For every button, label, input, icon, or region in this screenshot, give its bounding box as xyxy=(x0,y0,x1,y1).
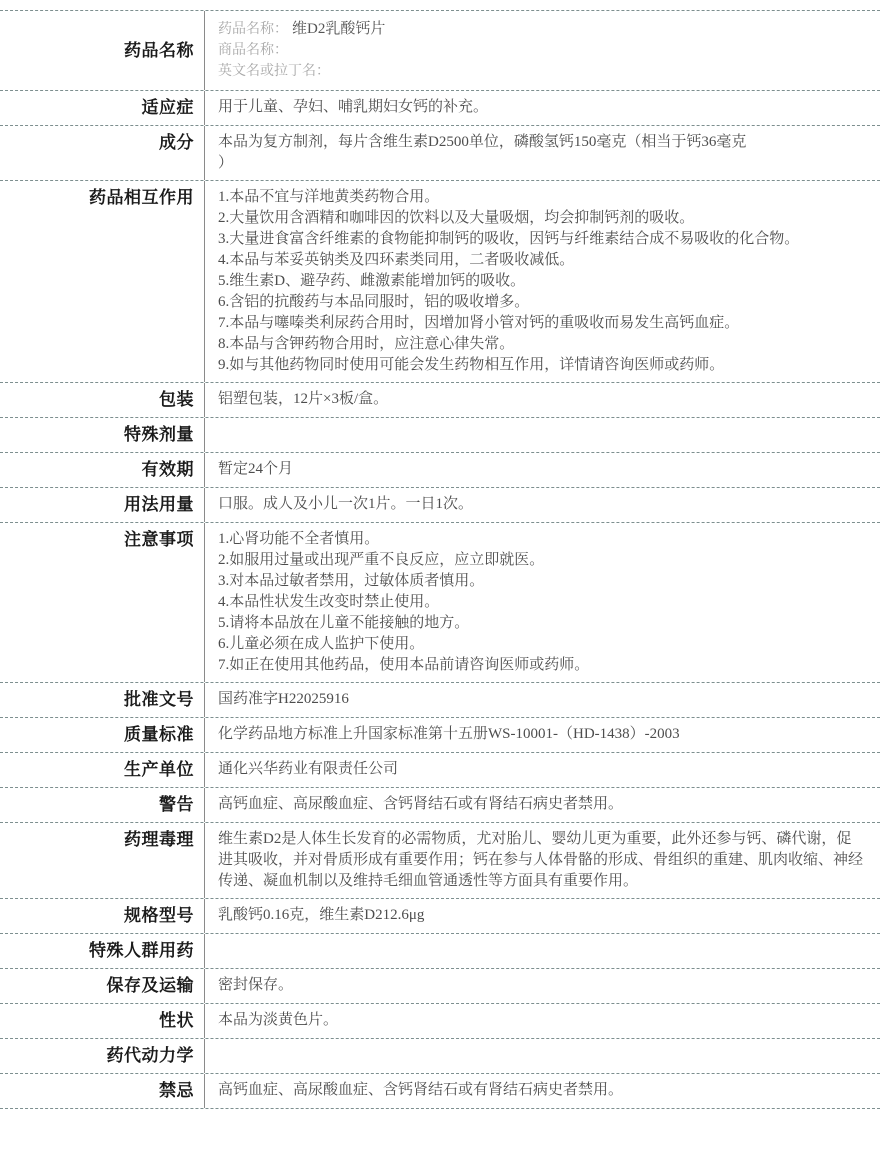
row-content xyxy=(205,418,880,452)
table-row xyxy=(0,1039,880,1074)
content-line xyxy=(218,61,864,82)
row-label: 警告 xyxy=(0,788,205,822)
row-label: 批准文号 xyxy=(0,683,205,717)
row-content xyxy=(205,899,880,933)
row-content xyxy=(205,683,880,717)
row-label: 成分 xyxy=(0,126,205,180)
content-line: 国药准字H22025916 xyxy=(218,691,349,707)
table-row xyxy=(0,753,880,788)
content-line: 2.如服用过量或出现严重不良反应，应立即就医。 xyxy=(218,552,545,568)
row-content xyxy=(205,383,880,417)
content-line: 3.大量进食富含纤维素的食物能抑制钙的吸收，因钙与纤维素结合成不易吸收的化合物。 xyxy=(218,231,800,247)
row-label: 特殊人群用药 xyxy=(0,934,205,968)
row-content xyxy=(205,1074,880,1108)
table-row xyxy=(0,126,880,181)
content-line: 4.本品与苯妥英钠类及四环素类同用，二者吸收减低。 xyxy=(218,252,575,268)
content-line: 乳酸钙0.16克，维生素D212.6μg xyxy=(218,907,425,923)
table-row xyxy=(0,11,880,91)
table-row xyxy=(0,969,880,1004)
row-label: 药品相互作用 xyxy=(0,181,205,382)
table-row xyxy=(0,523,880,683)
row-content xyxy=(205,126,880,180)
row-label: 有效期 xyxy=(0,453,205,487)
table-row xyxy=(0,453,880,488)
row-content xyxy=(205,488,880,522)
table-row xyxy=(0,1074,880,1109)
content-line: 2.大量饮用含酒精和咖啡因的饮料以及大量吸烟，均会抑制钙剂的吸收。 xyxy=(218,210,695,226)
table-row xyxy=(0,934,880,969)
content-line: 1.心肾功能不全者慎用。 xyxy=(218,531,380,547)
content-line: 9.如与其他药物同时使用可能会发生药物相互作用，详情请咨询医师或药师。 xyxy=(218,357,725,373)
drug-info-table xyxy=(0,10,880,1109)
row-content xyxy=(205,969,880,1003)
content-line: 5.维生素D、避孕药、雌激素能增加钙的吸收。 xyxy=(218,273,526,289)
content-line xyxy=(218,19,864,40)
field-value: 维D2乳酸钙片 xyxy=(292,21,386,37)
table-row xyxy=(0,418,880,453)
row-content xyxy=(205,1039,880,1073)
row-content xyxy=(205,453,880,487)
table-row xyxy=(0,488,880,523)
content-line: 5.请将本品放在儿童不能接触的地方。 xyxy=(218,615,470,631)
content-line: 高钙血症、高尿酸血症、含钙肾结石或有肾结石病史者禁用。 xyxy=(218,796,624,812)
row-label: 禁忌 xyxy=(0,1074,205,1108)
table-row xyxy=(0,899,880,934)
table-row xyxy=(0,383,880,418)
row-content xyxy=(205,11,880,90)
field-key: 商品名称： xyxy=(218,43,288,58)
content-line: 3.对本品过敏者禁用，过敏体质者慎用。 xyxy=(218,573,485,589)
content-line: 铝塑包装，12片×3板/盒。 xyxy=(218,391,389,407)
row-content xyxy=(205,753,880,787)
content-line: 口服。成人及小儿一次1片。一日1次。 xyxy=(218,496,474,512)
row-label: 适应症 xyxy=(0,91,205,125)
table-row xyxy=(0,823,880,899)
content-line: 通化兴华药业有限责任公司 xyxy=(218,761,399,777)
content-line: 6.含铝的抗酸药与本品同服时，铝的吸收增多。 xyxy=(218,294,530,310)
row-label: 用法用量 xyxy=(0,488,205,522)
content-line: 6.儿童必须在成人监护下使用。 xyxy=(218,636,425,652)
content-line: 7.如正在使用其他药品，使用本品前请咨询医师或药师。 xyxy=(218,657,590,673)
row-label: 质量标准 xyxy=(0,718,205,752)
content-line: 用于儿童、孕妇、哺乳期妇女钙的补充。 xyxy=(218,99,489,115)
row-label: 注意事项 xyxy=(0,523,205,682)
content-line: 本品为复方制剂，每片含维生素D2500单位，磷酸氢钙150毫克（相当于钙36毫克 xyxy=(218,134,747,150)
field-key: 英文名或拉丁名： xyxy=(218,64,330,79)
content-line: 本品为淡黄色片。 xyxy=(218,1012,339,1028)
row-label: 药品名称 xyxy=(0,11,205,90)
row-label: 保存及运输 xyxy=(0,969,205,1003)
table-row xyxy=(0,1004,880,1039)
row-label: 性状 xyxy=(0,1004,205,1038)
table-row xyxy=(0,718,880,753)
row-label: 规格型号 xyxy=(0,899,205,933)
row-content xyxy=(205,934,880,968)
row-label: 药代动力学 xyxy=(0,1039,205,1073)
row-content xyxy=(205,523,880,682)
row-label: 包装 xyxy=(0,383,205,417)
content-line: 8.本品与含钾药物合用时，应注意心律失常。 xyxy=(218,336,515,352)
content-line: 7.本品与噻嗪类利尿药合用时，因增加肾小管对钙的重吸收而易发生高钙血症。 xyxy=(218,315,740,331)
table-row xyxy=(0,91,880,126)
content-line xyxy=(218,40,864,61)
row-content xyxy=(205,788,880,822)
table-row xyxy=(0,181,880,383)
table-row xyxy=(0,683,880,718)
content-line: 1.本品不宜与洋地黄类药物合用。 xyxy=(218,189,440,205)
row-content xyxy=(205,91,880,125)
row-content xyxy=(205,181,880,382)
field-key: 药品名称： xyxy=(218,22,288,37)
content-line: 4.本品性状发生改变时禁止使用。 xyxy=(218,594,440,610)
row-content xyxy=(205,1004,880,1038)
content-line: 密封保存。 xyxy=(218,977,294,993)
row-content xyxy=(205,823,880,898)
row-label: 生产单位 xyxy=(0,753,205,787)
content-line: ） xyxy=(218,155,234,171)
content-line: 暂定24个月 xyxy=(218,461,294,477)
content-line: 化学药品地方标准上升国家标准第十五册WS-10001-（HD-1438）-2003 xyxy=(218,726,680,742)
content-line: 维生素D2是人体生长发育的必需物质，尤对胎儿、婴幼儿更为重要，此外还参与钙、磷代谢，促进其吸收，并对骨质形成有重要作用；钙在参与人体骨骼的形成、骨组织的重建、肌肉收缩、神经传递、凝血机制以及维持毛细血管通透性等方面具有重要作用。 xyxy=(218,831,864,889)
row-label: 药理毒理 xyxy=(0,823,205,898)
content-line: 高钙血症、高尿酸血症、含钙肾结石或有肾结石病史者禁用。 xyxy=(218,1082,624,1098)
table-row xyxy=(0,788,880,823)
row-label: 特殊剂量 xyxy=(0,418,205,452)
row-content xyxy=(205,718,880,752)
